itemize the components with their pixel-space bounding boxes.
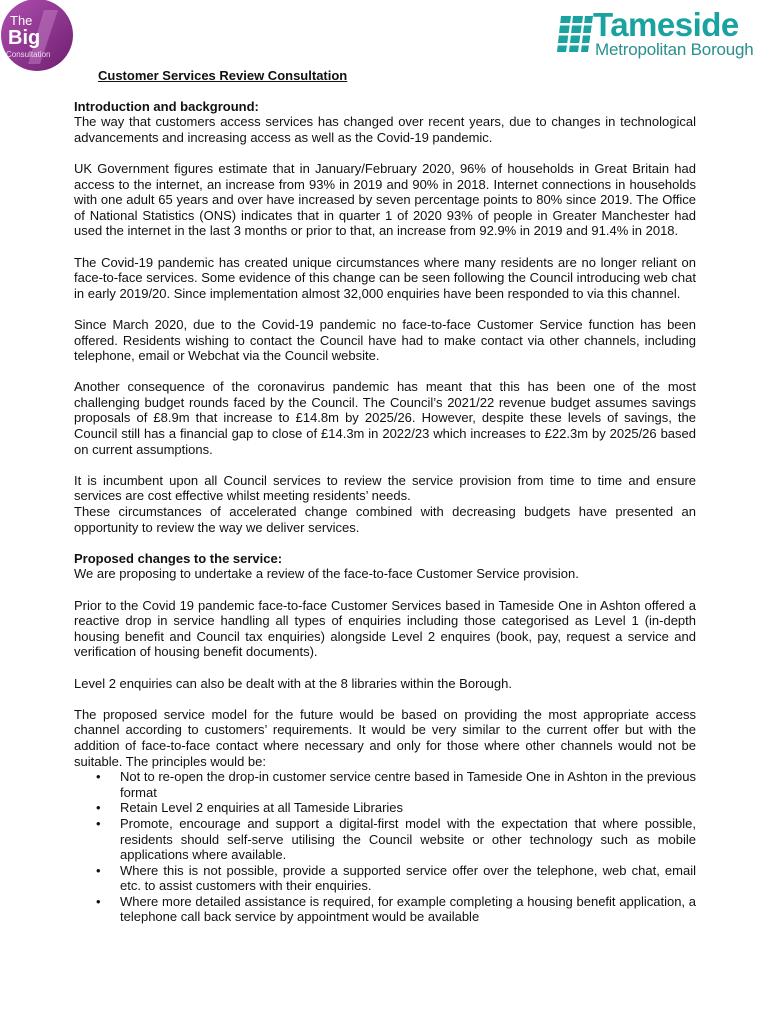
list-item [96, 862, 696, 894]
principle-text: Retain Level 2 enquiries at all Tameside Libraries [120, 800, 404, 816]
bullet-icon: • [96, 862, 101, 878]
document-body [74, 68, 696, 925]
proposed-heading: Proposed changes to the service: [74, 550, 283, 566]
intro-paragraph-2: UK Government figures estimate that in January/February 2020, 96% of households in Great Britain had access to the internet, an increase from 93% in 2019 and 90% in 2018. Internet connections in households with one adult 65 years and over have increased by seven percentage points to 80% since 2019. The Office of National Statistics (ONS) indicates that in quarter 1 of 2020 93% of people in Greater Manchester had used the internet in the last 3 months or prior to that, an increase from 92.9% in 2019 and 91.4% in 2018. [74, 160, 696, 239]
big-logo-line3: Consultation [6, 50, 51, 59]
incumbent-paragraph-2: These circumstances of accelerated change combined with decreasing budgets have presented an opportunity to review the way we deliver services. [74, 504, 696, 535]
big-logo-line2: Big [8, 27, 41, 49]
bullet-icon: • [96, 893, 101, 909]
intro-paragraph-1: The way that customers access services has changed over recent years, due to changes in technological advancements and increasing access as well as the Covid-19 pandemic. [74, 114, 696, 145]
list-item [96, 893, 696, 925]
incumbent-paragraph-1: It is incumbent upon all Council services to review the service provision from time to time and ensure services are cost effective whilst meeting residents’ needs. [74, 472, 696, 504]
principle-text: Where more detailed assistance is required, for example completing a housing benefit application, a telephone call back service by appointment would be available [120, 893, 696, 925]
bullet-icon: • [96, 815, 101, 831]
tameside-logo [557, 8, 762, 60]
service-model-paragraph: The proposed service model for the future would be based on providing the most appropriate access channel according to customers’ requirements. It would be very similar to the current offer but with the addition of face-to-face contact where necessary and only for those where other channels would not be suitable. The principles would be: [74, 706, 696, 769]
intro-paragraph-4: Since March 2020, due to the Covid-19 pandemic no face-to-face Customer Service function has been offered. Residents wishing to contact the Council have had to make contact via other channels, including telephone, email or Webchat via the Council website. [74, 316, 696, 364]
principle-text: Promote, encourage and support a digital-first model with the expectation that where possible, residents should self-serve utilising the Council website or other technology such as mobile applications where available. [120, 815, 696, 863]
bullet-icon: • [96, 800, 101, 816]
intro-heading: Introduction and background: [74, 98, 259, 114]
proposed-paragraph-2: Level 2 enquiries can also be dealt with at the 8 libraries within the Borough. [74, 675, 512, 691]
principle-text: Where this is not possible, provide a supported service offer over the telephone, web chat, email etc. to assist customers with their enquiries. [120, 862, 696, 894]
big-logo-line1: The [10, 13, 33, 28]
big-consultation-logo-graphic [0, 0, 74, 74]
intro-paragraph-5: Another consequence of the coronavirus pandemic has meant that this has been one of the most challenging budget rounds faced by the Council. The Council’s 2021/22 revenue budget assumes savings proposals of £8.9m that increase to £14.8m by 2025/26. However, despite these levels of savings, the Council still has a financial gap to close of £14.3m in 2022/23 which increases to £22.3m by 2025/26 based on current assumptions. [74, 379, 696, 457]
principle-text: Not to re-open the drop-in customer service centre based in Tameside One in Ashton in the previous format [120, 769, 696, 800]
list-item [96, 815, 696, 863]
big-consultation-logo [0, 0, 74, 74]
list-item [96, 800, 696, 816]
list-item [96, 769, 696, 800]
intro-paragraph-3: The Covid-19 pandemic has created unique circumstances where many residents are no longer reliant on face-to-face services. Some evidence of this change can be seen following the Council introducing web chat in early 2019/20. Since implementation almost 32,000 enquiries have been responded to via this channel. [74, 254, 696, 301]
tameside-subtitle: Metropolitan Borough [595, 40, 754, 59]
bullet-icon: • [96, 769, 101, 785]
tameside-name: Tameside [593, 6, 739, 43]
document-title: Customer Services Review Consultation [98, 68, 348, 83]
proposed-paragraph-1: Prior to the Covid 19 pandemic face-to-face Customer Services based in Tameside One in Ashton offered a reactive drop in service handling all types of enquiries including those categorised as Level 1 (in-depth housing benefit and Council tax enquiries) alongside Level 2 enquires (book, pay, request a service and verification of housing benefit documents). [74, 597, 696, 660]
proposed-intro: We are proposing to undertake a review of the face-to-face Customer Service provision. [74, 566, 579, 582]
tameside-mark-icon [557, 12, 593, 56]
principles-list [74, 769, 696, 925]
